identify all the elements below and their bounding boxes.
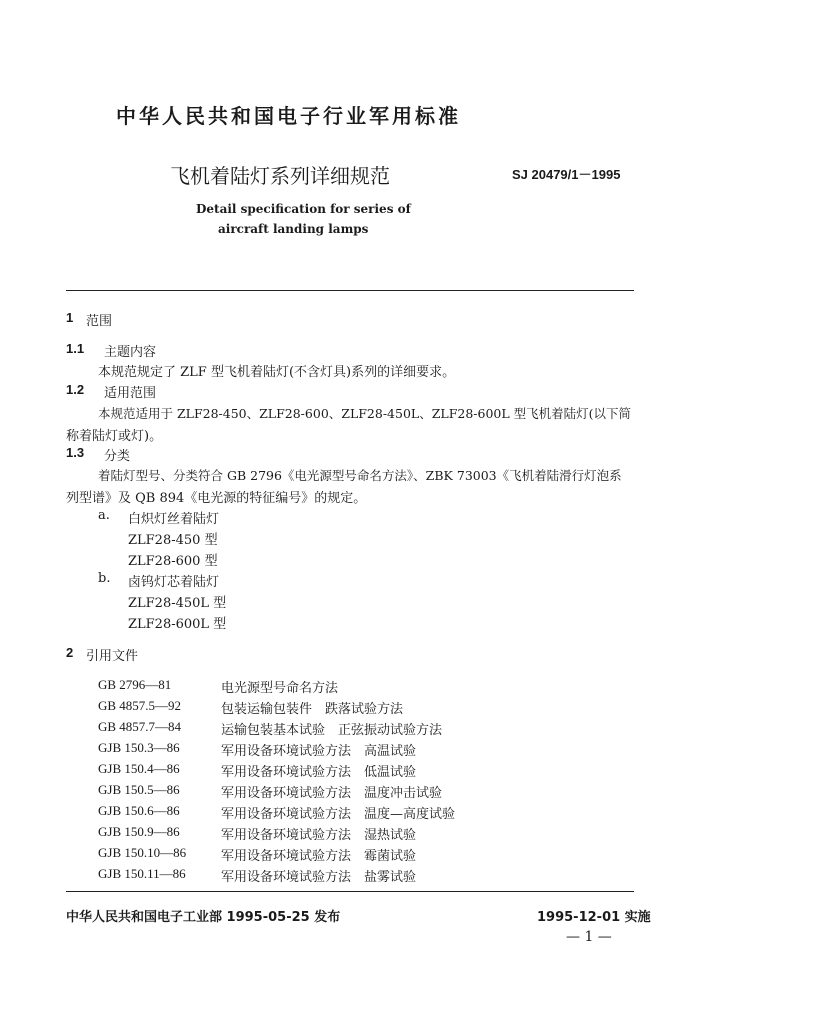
top-divider: [66, 290, 634, 291]
class-a-item: ZLF28-450 型: [128, 533, 218, 548]
class-b-label: b.: [98, 571, 111, 586]
reference-name: 军用设备环境试验方法 霉菌试验: [221, 849, 417, 864]
effective-date: 1995-12-01 实施: [537, 910, 651, 925]
document-title: 飞机着陆灯系列详细规范: [170, 164, 390, 188]
section-1-2-number: 1.2: [66, 382, 85, 397]
reference-code: GJB 150.3—86: [98, 740, 180, 755]
section-1-1-title: 主题内容: [104, 345, 157, 360]
section-1-2-body-line1: 本规范适用于 ZLF28-450、ZLF28-600、ZLF28-450L、ZLF28-600L 型飞机着陆灯(以下简: [98, 406, 632, 421]
class-a-title: 白炽灯丝着陆灯: [128, 512, 220, 527]
class-b-item: ZLF28-450L 型: [128, 596, 227, 611]
reference-name: 军用设备环境试验方法 高温试验: [221, 744, 417, 759]
reference-code: GJB 150.5—86: [98, 782, 180, 797]
reference-name: 包装运输包装件 跌落试验方法: [221, 702, 404, 717]
section-1-2-body-line2: 称着陆灯或灯)。: [66, 429, 163, 444]
reference-code: GB 2796—81: [98, 677, 172, 692]
reference-name: 军用设备环境试验方法 温度冲击试验: [221, 786, 443, 801]
class-b-item: ZLF28-600L 型: [128, 617, 227, 632]
reference-code: GJB 150.10—86: [98, 845, 187, 860]
section-1-3-body-line2: 列型谱》及 QB 894《电光源的特征编号》的规定。: [66, 491, 367, 506]
reference-code: GJB 150.6—86: [98, 803, 180, 818]
reference-name: 军用设备环境试验方法 低温试验: [221, 765, 417, 780]
reference-code: GJB 150.4—86: [98, 761, 180, 776]
reference-code: GJB 150.11—86: [98, 866, 186, 881]
section-2-title: 引用文件: [86, 649, 139, 664]
reference-code: GB 4857.5—92: [98, 698, 182, 713]
page-number: — 1 —: [566, 929, 612, 945]
section-2-number: 2: [66, 645, 74, 660]
reference-name: 军用设备环境试验方法 盐雾试验: [221, 870, 417, 885]
reference-name: 军用设备环境试验方法 湿热试验: [221, 828, 417, 843]
reference-name: 军用设备环境试验方法 温度—高度试验: [221, 807, 456, 822]
section-1-3-number: 1.3: [66, 445, 85, 460]
reference-code: GJB 150.9—86: [98, 824, 180, 839]
issue-statement: 中华人民共和国电子工业部 1995-05-25 发布: [66, 910, 341, 925]
section-1-1-number: 1.1: [66, 341, 85, 356]
standard-code: SJ 20479/1－1995: [512, 167, 621, 182]
english-title-line1: Detail specification for series of: [196, 202, 411, 216]
section-1-number: 1: [66, 310, 74, 325]
class-b-title: 卤钨灯芯着陆灯: [128, 575, 220, 590]
standard-org-title: 中华人民共和国电子行业军用标准: [116, 104, 461, 128]
class-a-label: a.: [98, 508, 110, 523]
reference-name: 运输包装基本试验 正弦振动试验方法: [221, 723, 443, 738]
class-a-item: ZLF28-600 型: [128, 554, 218, 569]
reference-code: GB 4857.7—84: [98, 719, 182, 734]
section-1-title: 范围: [86, 314, 113, 329]
section-1-2-title: 适用范围: [104, 386, 157, 401]
bottom-divider: [66, 891, 634, 892]
reference-name: 电光源型号命名方法: [221, 681, 339, 696]
section-1-3-body-line1: 着陆灯型号、分类符合 GB 2796《电光源型号命名方法》、ZBK 73003《飞机着陆滑行灯泡系: [98, 468, 622, 483]
section-1-1-body: 本规范规定了 ZLF 型飞机着陆灯(不含灯具)系列的详细要求。: [98, 365, 456, 380]
section-1-3-title: 分类: [104, 449, 131, 464]
english-title-line2: aircraft landing lamps: [218, 222, 369, 236]
